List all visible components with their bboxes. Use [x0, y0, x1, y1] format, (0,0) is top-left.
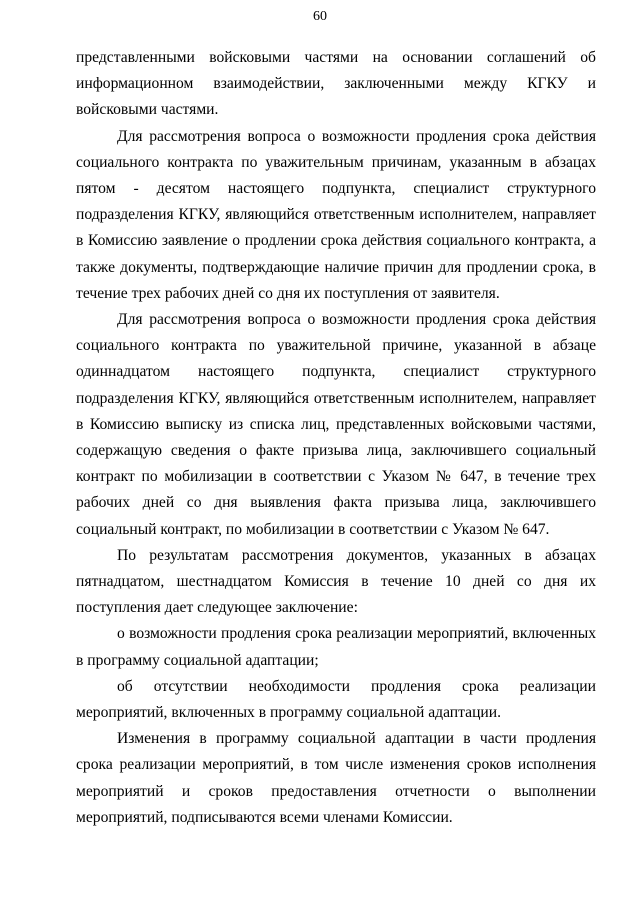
paragraph-continuation: представленными войсковыми частями на основании соглашений об информационном взаимодействии, заключенными между КГКУ и войсковыми частями.	[76, 49, 596, 119]
document-body	[76, 45, 596, 831]
paragraph-extension-request: Для рассмотрения вопроса о возможности продления срока действия социального контракта по уважительным причинам, указанным в абзацах пятом - десятом настоящего подпункта, специалист структурного подразделения КГКУ, являющийся ответственным исполнителем, направляет в Комиссию заявление о продлении срока действия социального контракта, а также документы, подтверждающие наличие причин для продлении срока, в течение трех рабочих дней со дня их поступления от заявителя.	[76, 127, 596, 302]
paragraph-mobilization-extract: Для рассмотрения вопроса о возможности продления срока действия социального контракта по уважительной причине, указанной в абзаце одиннадцатом настоящего подпункта, специалист структурного подразделения КГКУ, являющийся ответственным исполнителем, направляет в Комиссию выписку из списка лиц, представленных войсковыми частями, содержащую сведения о факте призыва лица, заключившего социальный контракт по мобилизации в соответствии с Указом № 647, в течение трех рабочих дней со дня выявления факта призыва лица, заключившего социальный контракт, по мобилизации в соответствии с Указом № 647.	[76, 311, 596, 538]
paragraph-option-no-extension: об отсутствии необходимости продления срока реализации мероприятий, включенных в программу социальной адаптации.	[76, 677, 596, 722]
paragraph-option-extension: о возможности продления срока реализации мероприятий, включенных в программу социальной адаптации;	[76, 625, 596, 669]
paragraph-commission-conclusion: По результатам рассмотрения документов, указанных в абзацах пятнадцатом, шестнадцатом Комиссия в течение 10 дней со дня их поступления дает следующее заключение:	[76, 546, 596, 617]
page-number: 60	[313, 9, 327, 24]
paragraph-program-changes: Изменения в программу социальной адаптации в части продления срока реализации мероприятий, в том числе изменения сроков исполнения мероприятий и сроков предоставления отчетности о выполнении мероприятий, подписываются всеми членами Комиссии.	[76, 730, 596, 826]
